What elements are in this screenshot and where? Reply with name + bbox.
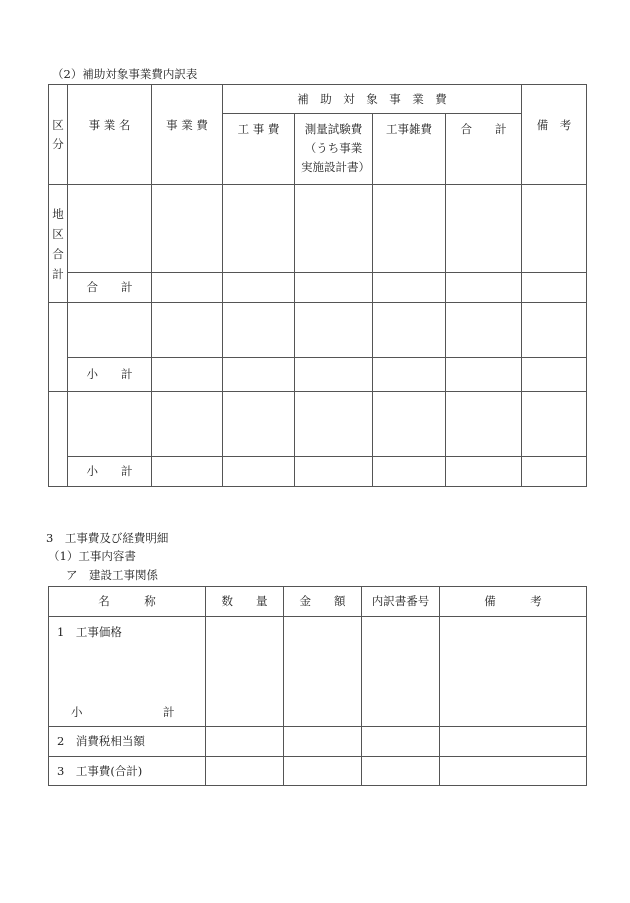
cell[interactable]: [522, 358, 587, 392]
cell[interactable]: [295, 303, 373, 358]
cell[interactable]: [152, 457, 223, 487]
cell[interactable]: [68, 303, 152, 358]
row-label-shokei: 小 計: [68, 358, 152, 392]
header-quantity: 数 量: [206, 587, 284, 617]
cell[interactable]: [522, 273, 587, 303]
cell[interactable]: [295, 273, 373, 303]
cell[interactable]: [446, 185, 522, 273]
row-label-tax: 2 消費税相当額: [49, 727, 206, 757]
cell[interactable]: [522, 392, 587, 457]
row-label-gokei: 合 計: [68, 273, 152, 303]
cell[interactable]: [223, 392, 295, 457]
cell[interactable]: [152, 185, 223, 273]
cell[interactable]: [295, 457, 373, 487]
cell[interactable]: [373, 457, 446, 487]
cell[interactable]: [522, 303, 587, 358]
cell[interactable]: [373, 273, 446, 303]
header-name: 名 称: [49, 587, 206, 617]
section3-sub1: （1）工事内容書: [48, 549, 136, 563]
cell[interactable]: [373, 185, 446, 273]
subsidy-breakdown-table: [48, 84, 587, 487]
cell[interactable]: [373, 392, 446, 457]
subtotal-label: 小 計: [71, 705, 175, 719]
cell[interactable]: [446, 303, 522, 358]
row-label: 1 工事価格: [57, 625, 122, 639]
header-hojo-taisho: 補 助 対 象 事 業 費: [223, 85, 522, 114]
block-label-chiku-gokei: 地区合計: [49, 185, 68, 303]
cell[interactable]: [68, 185, 152, 273]
cell[interactable]: [152, 303, 223, 358]
cell[interactable]: [223, 185, 295, 273]
row-label-total: 3 工事費(合計): [49, 757, 206, 786]
cell[interactable]: [440, 617, 587, 727]
cell[interactable]: [440, 727, 587, 757]
cell[interactable]: [152, 273, 223, 303]
cell[interactable]: [373, 358, 446, 392]
section-title-subsidy-breakdown: （2）補助対象事業費内訳表: [52, 67, 198, 81]
row-koji-kakaku: [49, 617, 206, 727]
cell[interactable]: [522, 185, 587, 273]
header-jigyo-mei: 事 業 名: [68, 85, 152, 185]
cell[interactable]: [206, 727, 284, 757]
cell[interactable]: [295, 392, 373, 457]
cell[interactable]: [295, 358, 373, 392]
section3-sub-a: ア 建設工事関係: [66, 568, 158, 582]
cell[interactable]: [152, 358, 223, 392]
cell[interactable]: [223, 358, 295, 392]
block-label-empty[interactable]: [49, 303, 68, 392]
cell[interactable]: [295, 185, 373, 273]
cell[interactable]: [440, 757, 587, 786]
cell[interactable]: [68, 392, 152, 457]
header-koji-zatsu: 工事雑費: [373, 114, 446, 185]
section3-title: 3 工事費及び経費明細: [46, 531, 169, 545]
cell[interactable]: [522, 457, 587, 487]
block-label-empty[interactable]: [49, 392, 68, 487]
cell[interactable]: [446, 392, 522, 457]
cell[interactable]: [223, 273, 295, 303]
header-biko: 備 考: [522, 85, 587, 185]
cell[interactable]: [362, 617, 440, 727]
header-jigyo-hi: 事 業 費: [152, 85, 223, 185]
header-koji-hi: 工 事 費: [223, 114, 295, 185]
header-sokuryo: 測量試験費（うち事業実施設計書）: [295, 114, 373, 185]
cell[interactable]: [446, 358, 522, 392]
cell[interactable]: [362, 757, 440, 786]
construction-content-table: [48, 586, 587, 786]
header-amount: 金 額: [284, 587, 362, 617]
cell[interactable]: [223, 457, 295, 487]
header-remarks: 備 考: [440, 587, 587, 617]
header-kubun: 区分: [49, 85, 68, 185]
cell[interactable]: [152, 392, 223, 457]
cell[interactable]: [284, 757, 362, 786]
header-breakdown-no: 内訳書番号: [362, 587, 440, 617]
cell[interactable]: [223, 303, 295, 358]
row-label-shokei: 小 計: [68, 457, 152, 487]
cell[interactable]: [362, 727, 440, 757]
cell[interactable]: [446, 457, 522, 487]
cell[interactable]: [206, 757, 284, 786]
header-gokei: 合 計: [446, 114, 522, 185]
cell[interactable]: [206, 617, 284, 727]
cell[interactable]: [284, 617, 362, 727]
cell[interactable]: [446, 273, 522, 303]
cell[interactable]: [284, 727, 362, 757]
cell[interactable]: [373, 303, 446, 358]
